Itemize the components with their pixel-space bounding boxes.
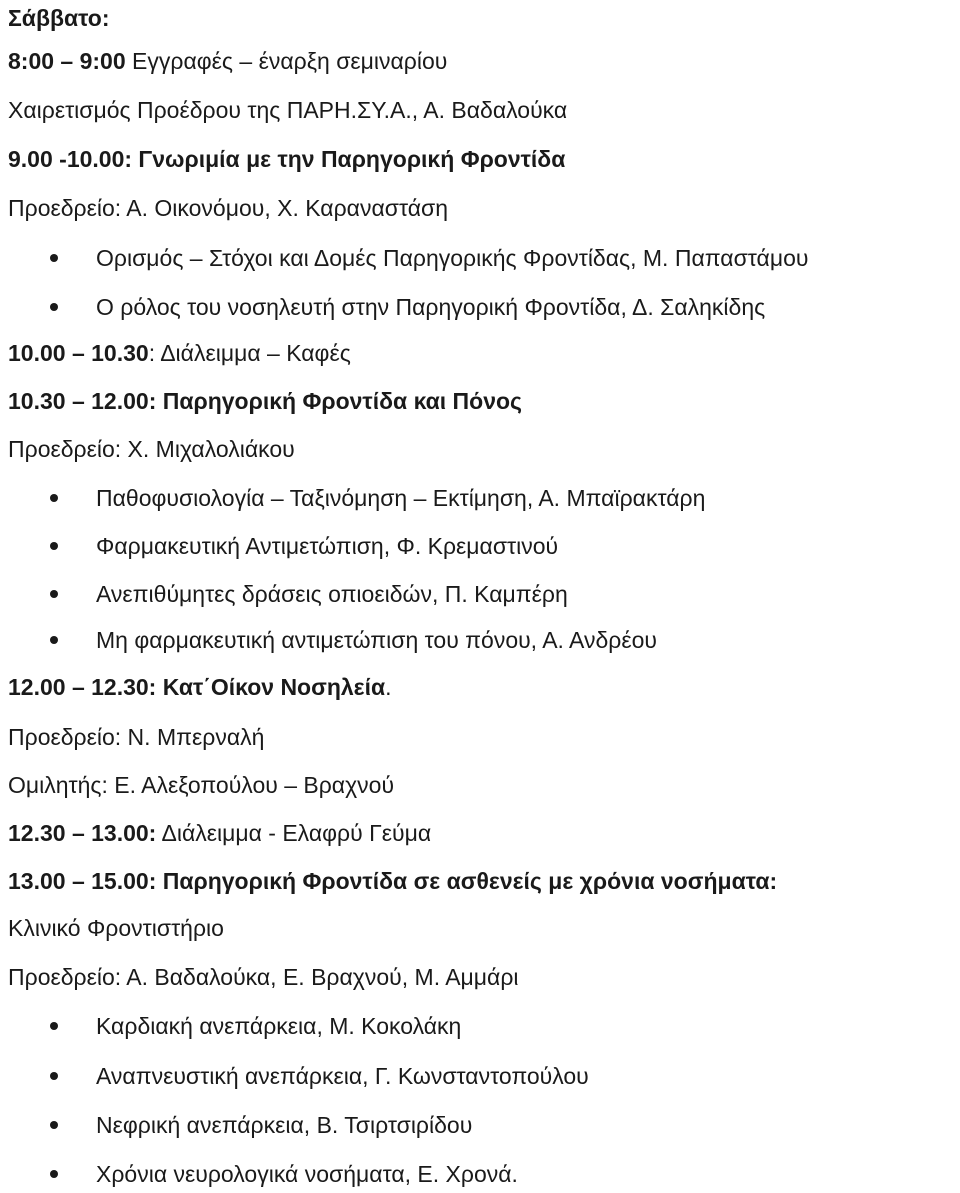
- session-title: : Παρηγορική Φροντίδα και Πόνος: [148, 388, 523, 414]
- chairs-line: Προεδρείο: Χ. Μιχαλολιάκου: [8, 436, 295, 462]
- bullet-icon: [50, 303, 58, 311]
- list-item-text: Φαρμακευτική Αντιμετώπιση, Φ. Κρεμαστινού: [96, 533, 559, 559]
- list-item-text: Χρόνια νευρολογικά νοσήματα, Ε. Χρονά.: [96, 1161, 518, 1187]
- break-coffee: [8, 338, 351, 368]
- session-home-care: [8, 672, 392, 702]
- list-item-text: Νεφρική ανεπάρκεια, Β. Τσιρτσιρίδου: [96, 1112, 473, 1138]
- list-item-text: Ανεπιθύμητες δράσεις οπιοειδών, Π. Καμπέρη: [96, 581, 568, 607]
- session-title: : Παρηγορική Φροντίδα σε ασθενείς με χρόνια νοσήματα:: [148, 868, 778, 894]
- bullet-icon: [50, 1072, 58, 1080]
- session-time: 13.00 – 15.00: [8, 868, 149, 894]
- chairs-line: Προεδρείο: Α. Βαδαλούκα, Ε. Βραχνού, Μ. Αμμάρι: [8, 964, 519, 990]
- session-title-end: .: [385, 674, 392, 700]
- list-item-text: Παθοφυσιολογία – Ταξινόμηση – Εκτίμηση, Α. Μπαϊρακτάρη: [96, 485, 706, 511]
- bullet-icon: [50, 590, 58, 598]
- list-item-text: Αναπνευστική ανεπάρκεια, Γ. Κωνσταντοπούλου: [96, 1063, 589, 1089]
- bullet-icon: [50, 1022, 58, 1030]
- session-title: 12.00 – 12.30: Κατ΄Οίκον Νοσηλεία: [8, 674, 386, 700]
- list-item-text: Μη φαρμακευτική αντιμετώπιση του πόνου, Α. Ανδρέου: [96, 627, 657, 653]
- session-registration: [8, 46, 447, 76]
- workshop-line: Κλινικό Φροντιστήριο: [8, 915, 224, 941]
- session-time: 12.30 – 13.00:: [8, 820, 157, 846]
- list-item-text: Καρδιακή ανεπάρκεια, Μ. Κοκολάκη: [96, 1013, 462, 1039]
- list-item-text: Ορισμός – Στόχοι και Δομές Παρηγορικής Φροντίδας, Μ. Παπαστάμου: [96, 245, 809, 271]
- bullet-icon: [50, 542, 58, 550]
- bullet-icon: [50, 1121, 58, 1129]
- chairs-line: Προεδρείο: Ν. Μπερναλή: [8, 724, 265, 750]
- session-time: 8:00 – 9:00: [8, 48, 126, 74]
- session-time: 10.30 – 12.00: [8, 388, 149, 414]
- speaker-line: Ομιλητής: Ε. Αλεξοπούλου – Βραχνού: [8, 772, 395, 798]
- session-pain: [8, 386, 522, 416]
- session-time: 10.00 – 10.30: [8, 340, 149, 366]
- break-lunch: [8, 818, 431, 848]
- chairs-line: Προεδρείο: Α. Οικονόμου, Χ. Καραναστάση: [8, 195, 449, 221]
- bullet-icon: [50, 1170, 58, 1178]
- bullet-icon: [50, 254, 58, 262]
- bullet-icon: [50, 636, 58, 644]
- session-introduction: 9.00 -10.00: Γνωριμία με την Παρηγορική Φροντίδα: [8, 146, 566, 172]
- list-item-text: Ο ρόλος του νοσηλευτή στην Παρηγορική Φροντίδα, Δ. Σαληκίδης: [96, 294, 766, 320]
- session-chronic: [8, 866, 777, 896]
- day-heading: Σάββατο:: [8, 5, 110, 31]
- session-title: : Διάλειμμα – Καφές: [148, 340, 351, 366]
- session-title: Εγγραφές – έναρξη σεμιναρίου: [125, 48, 448, 74]
- session-title: Διάλειμμα - Ελαφρύ Γεύμα: [156, 820, 432, 846]
- welcome-line: Χαιρετισμός Προέδρου της ΠΑΡΗ.ΣΥ.Α., Α. Βαδαλούκα: [8, 97, 568, 123]
- bullet-icon: [50, 494, 58, 502]
